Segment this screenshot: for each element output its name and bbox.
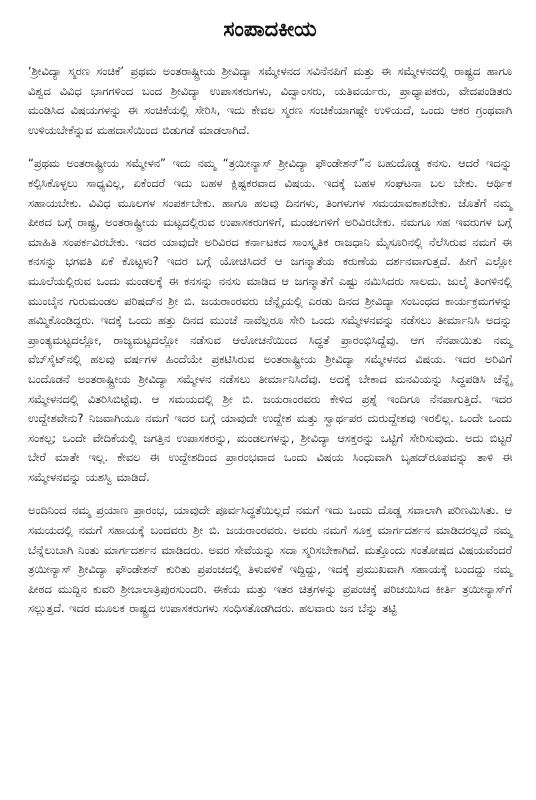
page-title: ಸಂಪಾದಕೀಯ	[223, 17, 317, 41]
paragraph-3: ಅಂದಿನಿಂದ ನಮ್ಮ ಪ್ರಯಾಣ ಪ್ರಾರಂಭ, ಯಾವುದೇ ಪೂರ್ವಸಿದ್ಧತೆಯಿಲ್ಲದೆ ನಮಗೆ ಇದು ಒಂದು ದೊಡ್ಡ ಸವಾಲಾಗಿ ಪರಿಣಮಿಸಿತು. ಆ ಸಮಯದಲ್ಲಿ ನಮಗೆ ಸಹಾಯಕ್ಕೆ ಬಂದವರು ಶ್ರೀ ಬಿ. ಜಯರಾಂರವರು. ಅವರು ನಮಗೆ ಸೂಕ್ತ ಮಾರ್ಗದರ್ಶನ ಮಾಡಿದರಲ್ಲದೆ ನಮ್ಮ ಬೆನ್ನೆಲುಬಾಗಿ ನಿಂತು ಮಾರ್ಗದರ್ಶನ ಮಾಡಿದರು. ಅವರ ಸೇವೆಯನ್ನು ಸದಾ ಸ್ಮರಿಸಬೇಕಾಗಿದೆ. ಮತ್ತೊಂದು ಸಂತೋಷದ ವಿಷಯವೆಂದರೆ ತ್ರಯೀನ್ಯಾಸ್ ಶ್ರೀವಿದ್ಯಾ ಫೌಂಡೇಶನ್ ಕುರಿತು ಪ್ರಪಂಚದಲ್ಲಿ ತಿಳುವಳಿಕೆ ಇದ್ದಿದ್ದು, ಇದಕ್ಕೆ ಪ್ರಮುಖವಾಗಿ ಸಹಾಯಕ್ಕೆ ಬಂದದ್ದು ನಮ್ಮ ಪೀಠದ ಮುದ್ದಿನ ಕುವರಿ ಶ್ರೀಬಾಲಾತ್ರಿಪುರಸುಂದರಿ. ಈಕೆಯ ಮತ್ತು ಇತರ ಚಿತ್ರಗಳನ್ನು ಪ್ರಪಂಚಕ್ಕೆ ಪರಿಚಯಿಸಿದ ಕೀರ್ತಿ ತ್ರಯೀನ್ಯಾಸ್‌ಗೆ ಸಲ್ಲುತ್ತದೆ. ಇದರ ಮೂಲಕ ರಾಷ್ಟ್ರದ ಉಪಾಸಕರುಗಳು ಸಂಧಿಸತೊಡಗಿದರು. ಹಲವಾರು ಜನ ಬೆನ್ನು ತಟ್ಟಿ	[28, 504, 512, 616]
paragraph-2: “ಪ್ರಥಮ ಅಂತರಾಷ್ಟ್ರೀಯ ಸಮ್ಮೇಳನ” ಇದು ನಮ್ಮ “ತ್ರಯೀನ್ಯಾಸ್ ಶ್ರೀವಿದ್ಯಾ ಫೌಂಡೇಶನ್”ನ ಬಹುದೊಡ್ಡ ಕನಸು. ಆದರೆ ಇದನ್ನು ಕಲ್ಪಿಸಿಕೊಳ್ಳಲು ಸಾಧ್ಯವಿಲ್ಲ, ಏಕೆಂದರೆ ಇದು ಬಹಳ ಕ್ಲಿಷ್ಟಕರವಾದ ವಿಷಯ. ಇದಕ್ಕೆ ಬಹಳ ಸಂಘಟನಾ ಬಲ ಬೇಕು. ಆರ್ಥಿಕ ಸಹಾಯಬೇಕು. ವಿವಿಧ ಮೂಲಗಳ ಸಂಪರ್ಕಬೇಕು. ಹಾಗೂ ಹಲವು ದಿನಗಳು, ತಿಂಗಳುಗಳ ಸಮಯಾವಕಾಶಬೇಕು. ಜೊತೆಗೆ ನಮ್ಮ ಪೀಠದ ಬಗ್ಗೆ ರಾಷ್ಟ್ರ, ಅಂತರಾಷ್ಟ್ರೀಯ ಮಟ್ಟದಲ್ಲಿರುವ ಉಪಾಸಕರುಗಳಿಗೆ, ಮಂಡಲಗಳಿಗೆ ಅರಿವಿರಬೇಕು. ನಮಗೂ ಸಹ ಇವರುಗಳ ಬಗ್ಗೆ ಮಾಹಿತಿ ಸಂಪರ್ಕವಿರಬೇಕು. ಇದರ ಯಾವುದೇ ಅರಿವಿರದ ಕರ್ನಾಟಕದ ಸಾಂಸ್ಕೃತಿಕ ರಾಜಧಾನಿ ಮೈಸೂರಿನಲ್ಲಿ ನೆಲೆಸಿರುವ ನಮಗೆ ಈ ಕನಸನ್ನು ಭಗವತಿ ಏಕೆ ಕೊಟ್ಟಳು? ಇದರ ಬಗ್ಗೆ ಯೋಚಿಸಿದರೆ ಆ ಜಗನ್ಮಾತೆಯ ಕರುಣೆಯ ದರ್ಶನವಾಗುತ್ತದೆ. ಹೀಗೆ ಎಲ್ಲೋ ಮೂಲೆಯಲ್ಲಿರುವ ಒಂದು ಮಂಡಲಕ್ಕೆ ಈ ಕನಸನ್ನು ನನಸು ಮಾಡಿದ ಆ ಜಗನ್ಮಾತೆಗೆ ಎಷ್ಟು ನಮಿಸಿದರು ಸಾಲದು. ಜುಲೈ ತಿಂಗಳಿನಲ್ಲಿ ಮುಂಬೈನ ಗುರುಮಂಡಲ ಪರಿಷದ್‌ನ ಶ್ರೀ ಬಿ. ಜಯರಾಂರವರು ಚೆನ್ನೈಯಲ್ಲಿ ಎರಡು ದಿನದ ಶ್ರೀವಿದ್ಯಾ ಸಂಬಂಧದ ಕಾರ್ಯಕ್ರಮಗಳನ್ನು ಹಮ್ಮಿಕೊಂಡಿದ್ದರು. ಇದಕ್ಕೆ ಒಂದು ಹತ್ತು ದಿನದ ಮುಂಚೆ ನಾವೆಲ್ಲರೂ ಸೇರಿ ಒಂದು ಸಮ್ಮೇಳನವನ್ನು ನಡೆಸಲು ತೀರ್ಮಾನಿಸಿ ಅದನ್ನು ಪ್ರಾಂತ್ಯಮಟ್ಟದಲ್ಲೋ, ರಾಜ್ಯಮಟ್ಟದಲ್ಲೋ ನಡೆಸುವ ಆಲೋಚನೆಯಿಂದ ಸಿದ್ಧತೆ ಪ್ರಾರಂಭಿಸಿದ್ದೆವು. ಆಗ ನೆನಪಾಯಿತು ನಮ್ಮ ವೆಬ್‌ಸೈಟ್‌ನಲ್ಲಿ ಹಲವು ವರ್ಷಗಳ ಹಿಂದೆಯೇ ಪ್ರಕಟಿಸಿರುವ ಅಂತರಾಷ್ಟ್ರೀಯ ಶ್ರೀವಿದ್ಯಾ ಸಮ್ಮೇಳನದ ವಿಷಯ. ಇದರ ಅರಿವಿಗೆ ಬಂದೊಡನೆ ಅಂತರಾಷ್ಟ್ರೀಯ ಶ್ರೀವಿದ್ಯಾ ಸಮ್ಮೇಳನ ನಡೆಸಲು ತೀರ್ಮಾನಿಸಿದೆವು. ಅದಕ್ಕೆ ಬೇಕಾದ ಮನವಿಯನ್ನು ಸಿದ್ಧಪಡಿಸಿ ಚೆನ್ನೈ ಸಮ್ಮೇಳನದಲ್ಲಿ ವಿತರಿಸಿಬಿಟ್ಟೆವು. ಆ ಸಮಯದಲ್ಲಿ ಶ್ರೀ ಬಿ. ಜಯರಾಂರವರು ಕೇಳಿದ ಪ್ರಶ್ನೆ ಇಂದಿಗೂ ನೆನಪಾಗುತ್ತಿದೆ. ಇದರ ಉದ್ದೇಶವೇನು? ನಿಜವಾಗಿಯೂ ನಮಗೆ ಇದರ ಬಗ್ಗೆ ಯಾವುದೇ ಉದ್ದೇಶ ಮತ್ತು ಸ್ವಾರ್ಥಪರ ದುರುದ್ದೇಶವು ಇರಲಿಲ್ಲ. ಒಂದೇ ಒಂದು ಸಂಕಲ್ಪ; ಒಂದೇ ವೇದಿಕೆಯಲ್ಲಿ ಜಗತ್ತಿನ ಉಪಾಸಕರನ್ನು, ಮಂಡಲಗಳನ್ನು, ಶ್ರೀವಿದ್ಯಾ ಆಸಕ್ತರನ್ನು ಒಟ್ಟಿಗೆ ಸೇರಿಸುವುದು. ಅದು ಬಿಟ್ಟರೆ ಬೇರೆ ಮಾತೇ ಇಲ್ಲ. ಕೇವಲ ಈ ಉದ್ದೇಶದಿಂದ ಪ್ರಾರಂಭವಾದ ಒಂದು ವಿಷಯ ಸಿಂಧುವಾಗಿ ಬೃಹದ್‌ರೂಪವನ್ನು ತಾಳಿ ಈ ಸಮ್ಮೇಳನವನ್ನು ಯಶಸ್ವಿ ಮಾಡಿದೆ.	[28, 157, 512, 484]
paragraph-1: ‘ಶ್ರೀವಿದ್ಯಾ ಸ್ಮರಣ ಸಂಚಿಕೆ’ ಪ್ರಥಮ ಅಂತರಾಷ್ಟ್ರೀಯ ಶ್ರೀವಿದ್ಯಾ ಸಮ್ಮೇಳನದ ಸವಿನೆನಪಿಗೆ ಮತ್ತು ಈ ಸಮ್ಮೇಳನದಲ್ಲಿ ರಾಷ್ಟ್ರದ ಹಾಗೂ ವಿಶ್ವದ ವಿವಿಧ ಭಾಗಗಳಿಂದ ಬಂದ ಶ್ರೀವಿದ್ಯಾ ಉಪಾಸಕರುಗಳು, ವಿದ್ವಾಂಸರು, ಯತಿವರ್ಯರು, ಪ್ರಾಧ್ಯಾಪಕರು, ವೇದಪಂಡಿತರು ಮಂಡಿಸಿದ ವಿಷಯಗಳನ್ನು ಈ ಸಂಚಿಕೆಯಲ್ಲಿ ಸೇರಿಸಿ, ಇದು ಕೇವಲ ಸ್ಮರಣ ಸಂಚಿಕೆಯಾಗಷ್ಟೇ ಉಳಿಯದೆ, ಒಂದು ಆಕರ ಗ್ರಂಥವಾಗಿ ಉಳಿಯಬೇಕೆನ್ನುವ ಮಹದಾಸೆಯಿಂದ ಬಿಡುಗಡೆ ಮಾಡಲಾಗಿದೆ.	[28, 65, 512, 137]
